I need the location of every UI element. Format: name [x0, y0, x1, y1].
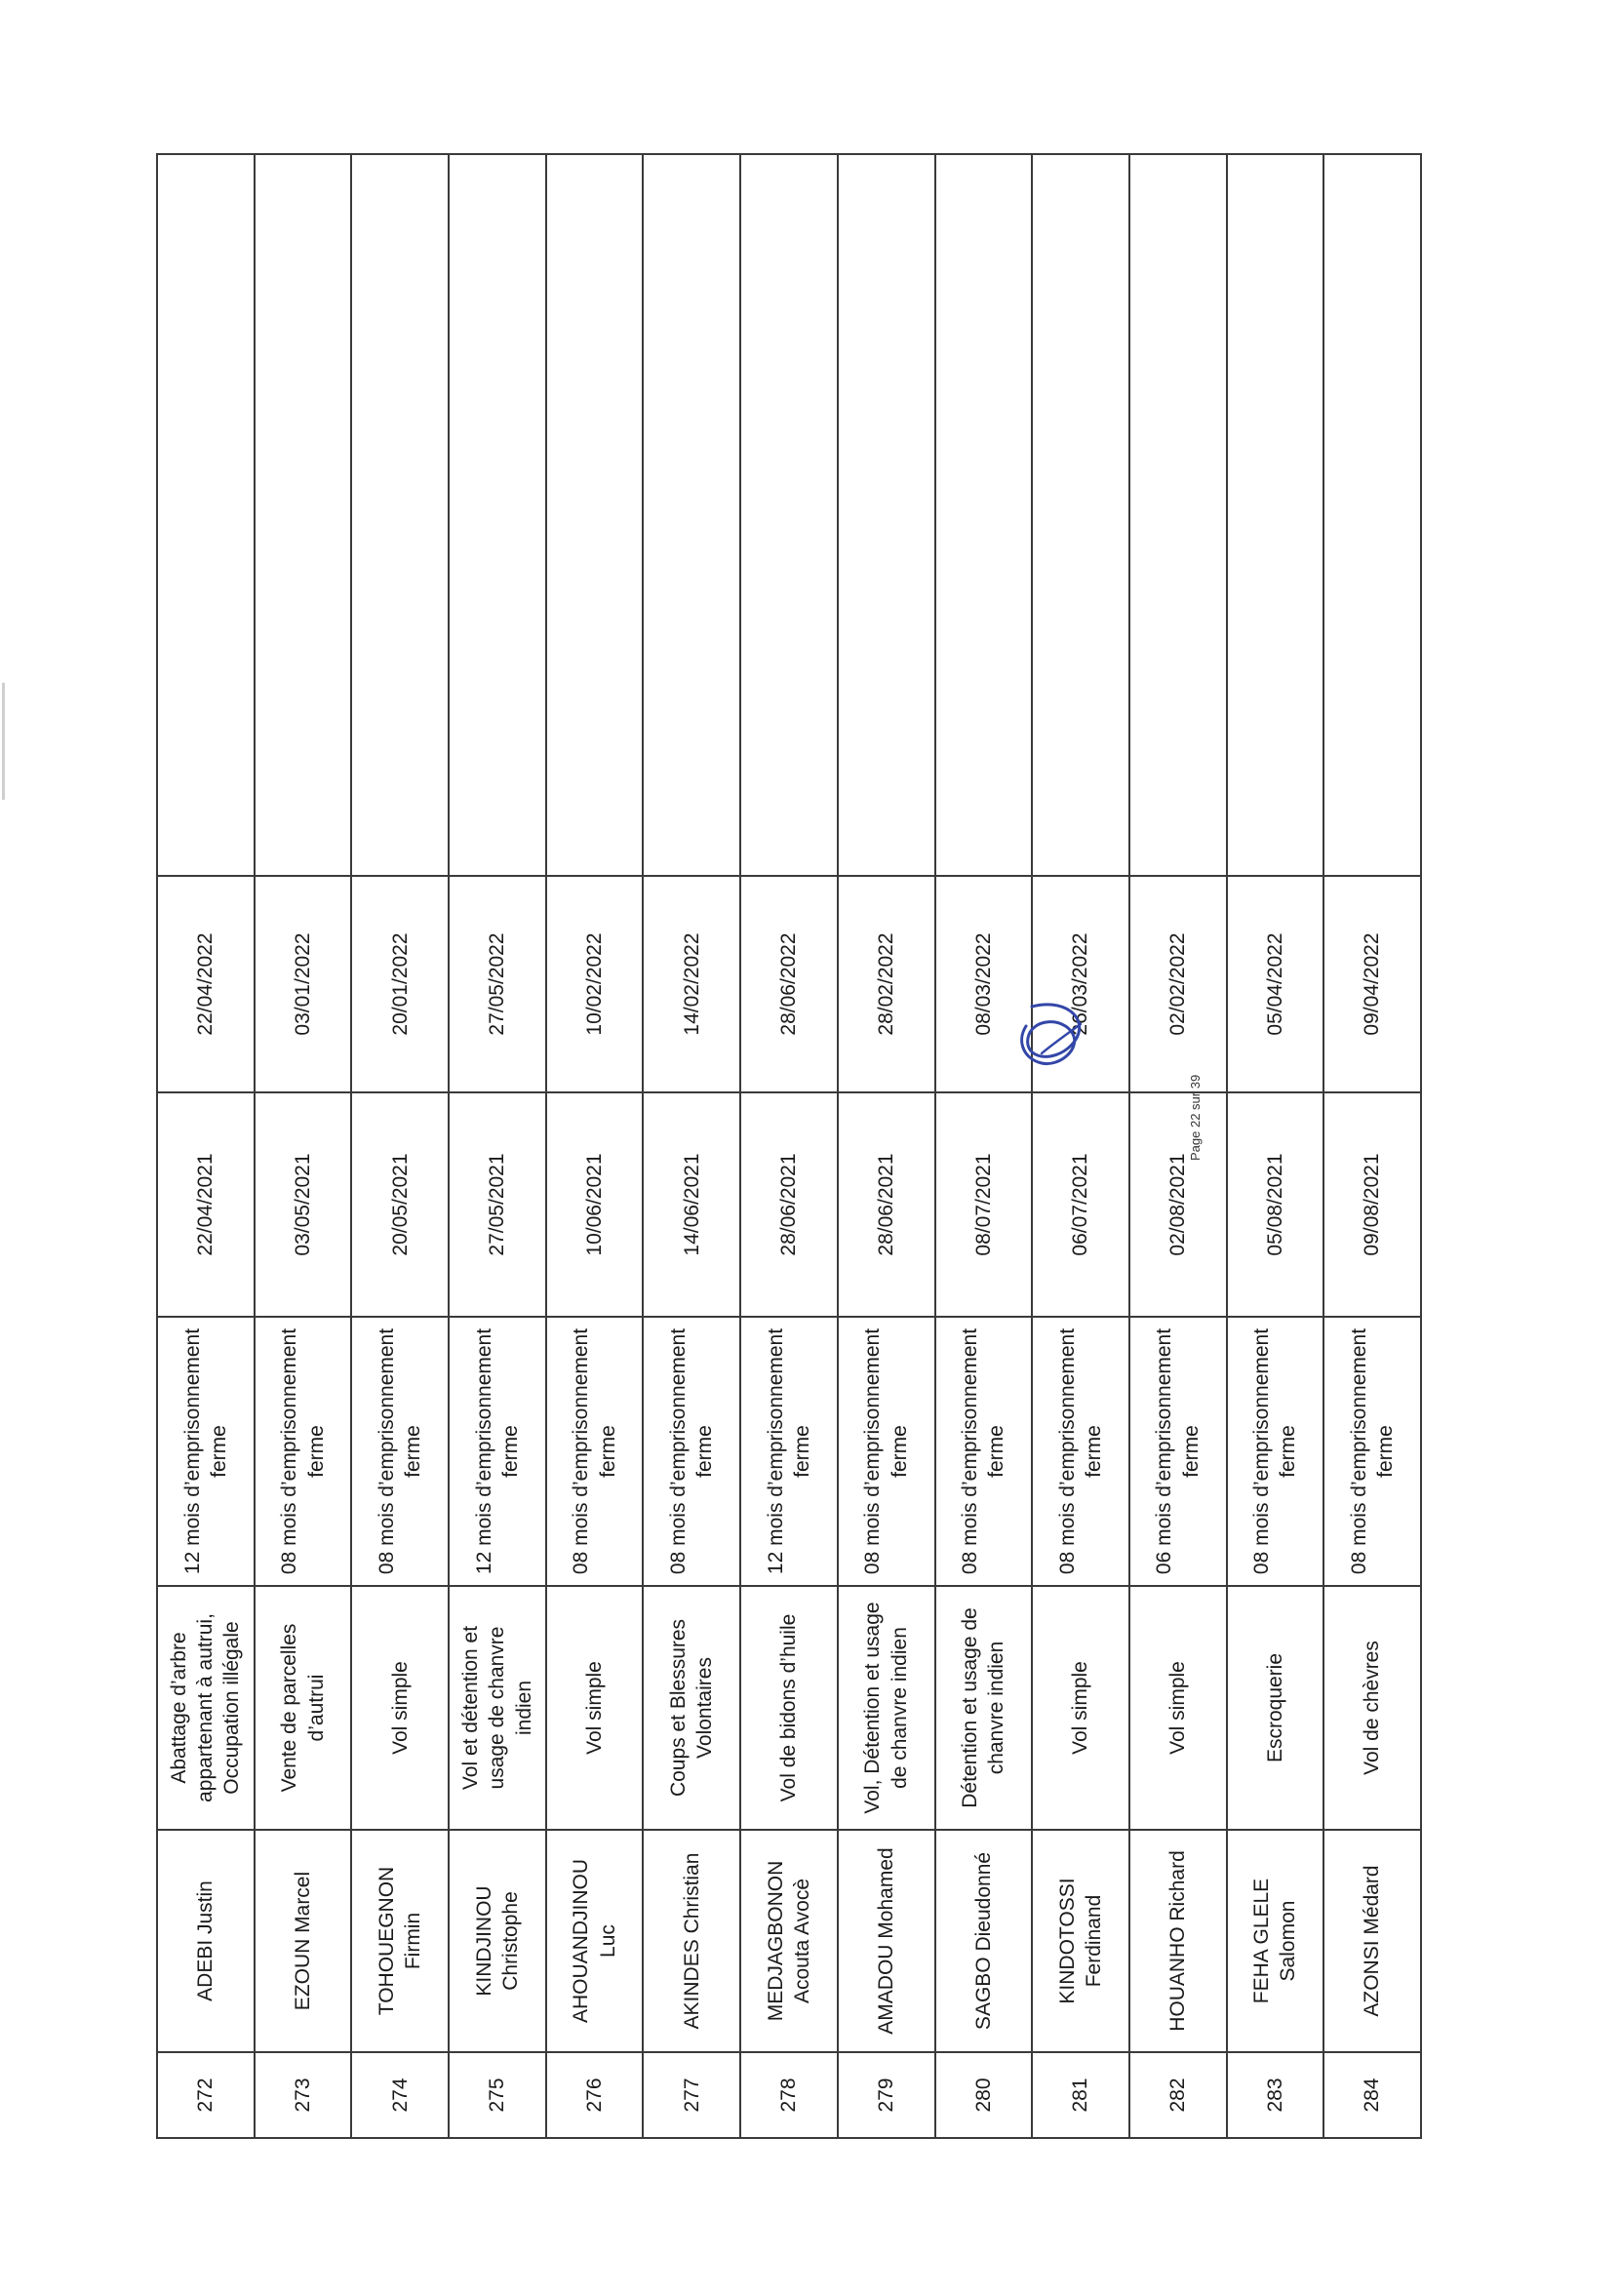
- table-row: [935, 154, 1033, 2138]
- empty-cell: [838, 154, 935, 876]
- person-name: AHOUANDJINOU Luc: [546, 1830, 644, 2052]
- start-date: 03/05/2021: [255, 1092, 352, 1317]
- infraction: Abattage d’arbre appartenant à autrui, Occupation illégale: [157, 1586, 255, 1830]
- end-date: 03/01/2022: [255, 876, 352, 1092]
- empty-cell: [1032, 154, 1129, 876]
- start-date: 20/05/2021: [351, 1092, 449, 1317]
- person-name: TOHOUEGNON Firmin: [351, 1830, 449, 2052]
- person-name: ADEBI Justin: [157, 1830, 255, 2052]
- end-date: 14/02/2022: [643, 876, 740, 1092]
- person-name: AMADOU Mohamed: [838, 1830, 935, 2052]
- end-date: 28/06/2022: [740, 876, 838, 1092]
- empty-cell: [740, 154, 838, 876]
- sentence: 06 mois d’emprisonnement ferme: [1129, 1317, 1227, 1586]
- infraction: Vol simple: [1032, 1586, 1129, 1830]
- row-number: 281: [1032, 2052, 1129, 2138]
- table-row: [157, 154, 255, 2138]
- empty-cell: [1227, 154, 1324, 876]
- sentence: 12 mois d’emprisonnement ferme: [157, 1317, 255, 1586]
- empty-cell: [157, 154, 255, 876]
- start-date: 02/08/2021: [1129, 1092, 1227, 1317]
- empty-cell: [1129, 154, 1227, 876]
- infraction: Vol de chèvres: [1323, 1586, 1421, 1830]
- end-date: 27/05/2022: [449, 876, 546, 1092]
- table-row: [1227, 154, 1324, 2138]
- table-row: [643, 154, 740, 2138]
- start-date: 28/06/2021: [838, 1092, 935, 1317]
- row-number: 284: [1323, 2052, 1421, 2138]
- sentence: 08 mois d’emprisonnement ferme: [546, 1317, 644, 1586]
- row-number: 276: [546, 2052, 644, 2138]
- page-number-label: Page 22 sur 39: [1188, 1074, 1203, 1161]
- empty-cell: [255, 154, 352, 876]
- sentence: 08 mois d’emprisonnement ferme: [1032, 1317, 1129, 1586]
- row-number: 274: [351, 2052, 449, 2138]
- start-date: 06/07/2021: [1032, 1092, 1129, 1317]
- sentence: 08 mois d’emprisonnement ferme: [643, 1317, 740, 1586]
- infraction: Vol, Détention et usage de chanvre indien: [838, 1586, 935, 1830]
- empty-cell: [351, 154, 449, 876]
- start-date: 22/04/2021: [157, 1092, 255, 1317]
- sentence: 08 mois d’emprisonnement ferme: [351, 1317, 449, 1586]
- row-number: 273: [255, 2052, 352, 2138]
- start-date: 09/08/2021: [1323, 1092, 1421, 1317]
- sentence: 12 mois d’emprisonnement ferme: [449, 1317, 546, 1586]
- table-row: [740, 154, 838, 2138]
- table-body: [157, 154, 1421, 2138]
- row-number: 280: [935, 2052, 1033, 2138]
- table-row: [255, 154, 352, 2138]
- sentence: 08 mois d’emprisonnement ferme: [838, 1317, 935, 1586]
- table-row: [351, 154, 449, 2138]
- row-number: 283: [1227, 2052, 1324, 2138]
- person-name: AKINDES Christian: [643, 1830, 740, 2052]
- infraction: Détention et usage de chanvre indien: [935, 1586, 1033, 1830]
- start-date: 05/08/2021: [1227, 1092, 1324, 1317]
- infraction: Vol simple: [1129, 1586, 1227, 1830]
- infraction: Coups et Blessures Volontaires: [643, 1586, 740, 1830]
- row-number: 272: [157, 2052, 255, 2138]
- table-row: [449, 154, 546, 2138]
- person-name: KINDJINOU Christophe: [449, 1830, 546, 2052]
- sentence: 12 mois d’emprisonnement ferme: [740, 1317, 838, 1586]
- empty-cell: [1323, 154, 1421, 876]
- row-number: 279: [838, 2052, 935, 2138]
- start-date: 08/07/2021: [935, 1092, 1033, 1317]
- person-name: EZOUN Marcel: [255, 1830, 352, 2052]
- sentence: 08 mois d’emprisonnement ferme: [255, 1317, 352, 1586]
- end-date: 10/02/2022: [546, 876, 644, 1092]
- rotated-table-wrapper: [156, 155, 1421, 2139]
- scan-edge-mark: [2, 683, 5, 800]
- table-row: [1032, 154, 1129, 2138]
- table-row: [838, 154, 935, 2138]
- sentence: 08 mois d’emprisonnement ferme: [935, 1317, 1033, 1586]
- person-name: SAGBO Dieudonné: [935, 1830, 1033, 2052]
- signature-icon: [1003, 995, 1100, 1073]
- infraction: Vol simple: [351, 1586, 449, 1830]
- detainee-records-table: [156, 153, 1422, 2139]
- empty-cell: [643, 154, 740, 876]
- infraction: Vol de bidons d’huile: [740, 1586, 838, 1830]
- empty-cell: [546, 154, 644, 876]
- end-date: 22/04/2022: [157, 876, 255, 1092]
- end-date: 08/03/2022: [935, 876, 1033, 1092]
- infraction: Escroquerie: [1227, 1586, 1324, 1830]
- start-date: 27/05/2021: [449, 1092, 546, 1317]
- row-number: 282: [1129, 2052, 1227, 2138]
- table-row: [546, 154, 644, 2138]
- row-number: 275: [449, 2052, 546, 2138]
- table-row: [1129, 154, 1227, 2138]
- row-number: 278: [740, 2052, 838, 2138]
- infraction: Vente de parcelles d’autrui: [255, 1586, 352, 1830]
- row-number: 277: [643, 2052, 740, 2138]
- table-row: [1323, 154, 1421, 2138]
- end-date: 26/03/2022: [1032, 876, 1129, 1092]
- empty-cell: [449, 154, 546, 876]
- end-date: 02/02/2022: [1129, 876, 1227, 1092]
- sentence: 08 mois d’emprisonnement ferme: [1227, 1317, 1324, 1586]
- person-name: MEDJAGBONON Acouta Avocè: [740, 1830, 838, 2052]
- end-date: 05/04/2022: [1227, 876, 1324, 1092]
- start-date: 14/06/2021: [643, 1092, 740, 1317]
- person-name: AZONSI Médard: [1323, 1830, 1421, 2052]
- end-date: 09/04/2022: [1323, 876, 1421, 1092]
- person-name: HOUANHO Richard: [1129, 1830, 1227, 2052]
- start-date: 28/06/2021: [740, 1092, 838, 1317]
- infraction: Vol et détention et usage de chanvre indien: [449, 1586, 546, 1830]
- start-date: 10/06/2021: [546, 1092, 644, 1317]
- person-name: FEHA GLELE Salomon: [1227, 1830, 1324, 2052]
- infraction: Vol simple: [546, 1586, 644, 1830]
- sentence: 08 mois d’emprisonnement ferme: [1323, 1317, 1421, 1586]
- empty-cell: [935, 154, 1033, 876]
- end-date: 28/02/2022: [838, 876, 935, 1092]
- person-name: KINDOTOSSI Ferdinand: [1032, 1830, 1129, 2052]
- end-date: 20/01/2022: [351, 876, 449, 1092]
